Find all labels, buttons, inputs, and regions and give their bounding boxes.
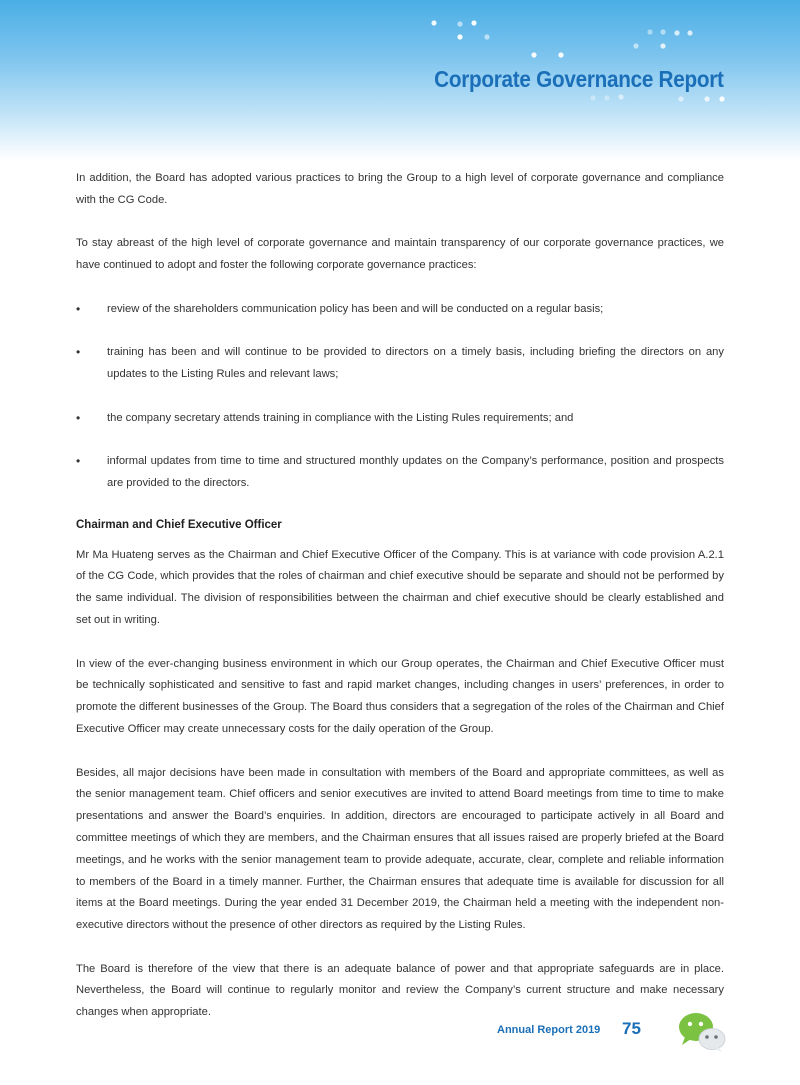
bullet-icon: • — [76, 410, 81, 425]
intro-paragraph: In addition, the Board has adopted various practices to bring the Group to a high level of corporate governance and compliance with the CG Code. — [76, 172, 724, 206]
intro-paragraph: To stay abreast of the high level of corporate governance and maintain transparency of our corporate governance practices, we have continued to adopt and foster the following corporate governance practices: — [76, 237, 724, 272]
practices-list — [76, 299, 724, 495]
bullet-icon: • — [76, 301, 81, 316]
list-item-text: training has been and will continue to be provided to directors on a timely basis, including briefing the directors on any updates to the Listing Rules and relevant laws; — [107, 346, 724, 381]
body-paragraph: Mr Ma Huateng serves as the Chairman and Chief Executive Officer of the Company. This is at variance with code provision A.2.1 of the CG Code, which provides that the roles of chairman and chief executive should be separate and should not be performed by the same individual. The division of responsibilities between the chairman and chief executive should be clearly established and set out in writing. — [76, 548, 724, 626]
footer-report-label: Annual Report 2019 — [497, 1024, 601, 1036]
bullet-icon: • — [76, 454, 81, 469]
body-paragraph: The Board is therefore of the view that there is an adequate balance of power and that appropriate safeguards are in place. Nevertheless, the Board will continue to regularly monitor and review the Company’s current structure and make necessary changes when appropriate. — [76, 962, 724, 1019]
body-paragraph: In view of the ever-changing business environment in which our Group operates, the Chairman and Chief Executive Officer must be technically sophisticated and sensitive to fast and rapid market changes, including changes in users’ preferences, in order to promote the different businesses of the Group. The Board thus considers that a segregation of the roles of the Chairman and Chief Executive Officer may create unnecessary costs for the daily operation of the Group. — [76, 657, 724, 735]
list-item-text: review of the shareholders communication policy has been and will be conducted on a regular basis; — [107, 302, 604, 315]
document-body — [76, 168, 724, 1046]
section-heading: Chairman and Chief Executive Officer — [76, 518, 282, 531]
list-item — [76, 451, 724, 495]
list-item — [76, 299, 724, 321]
bullet-icon: • — [76, 345, 81, 360]
wechat-icon — [676, 1010, 728, 1052]
list-item — [76, 408, 724, 430]
body-paragraph: Besides, all major decisions have been made in consultation with members of the Board and appropriate committees, as well as the senior management team. Chief officers and senior executives are invited to attend Board meetings from time to time to make presentations and answer the Board’s enquiries. In addition, directors are encouraged to participate actively in all Board and committee meetings of which they are members, and the Chairman ensures that all issues raised are properly briefed at the Board meetings, and he works with the senior management team to provide adequate, accurate, clear, complete and reliable information to members of the Board in a timely manner. Further, the Chairman ensures that adequate time is available for discussion for all items at the Board meetings. During the year ended 31 December 2019, the Chairman held a meeting with the independent non-executive directors without the presence of other directors as required by the Listing Rules. — [76, 766, 724, 932]
list-item — [76, 342, 724, 386]
list-item-text: the company secretary attends training in compliance with the Listing Rules requirements; and — [107, 411, 574, 424]
decorative-dots — [0, 0, 800, 120]
list-item-text: informal updates from time to time and structured monthly updates on the Company’s performance, position and prospects are provided to the directors. — [107, 455, 724, 490]
page-number: 75 — [622, 1019, 641, 1038]
page-title: Corporate Governance Report — [434, 66, 724, 92]
